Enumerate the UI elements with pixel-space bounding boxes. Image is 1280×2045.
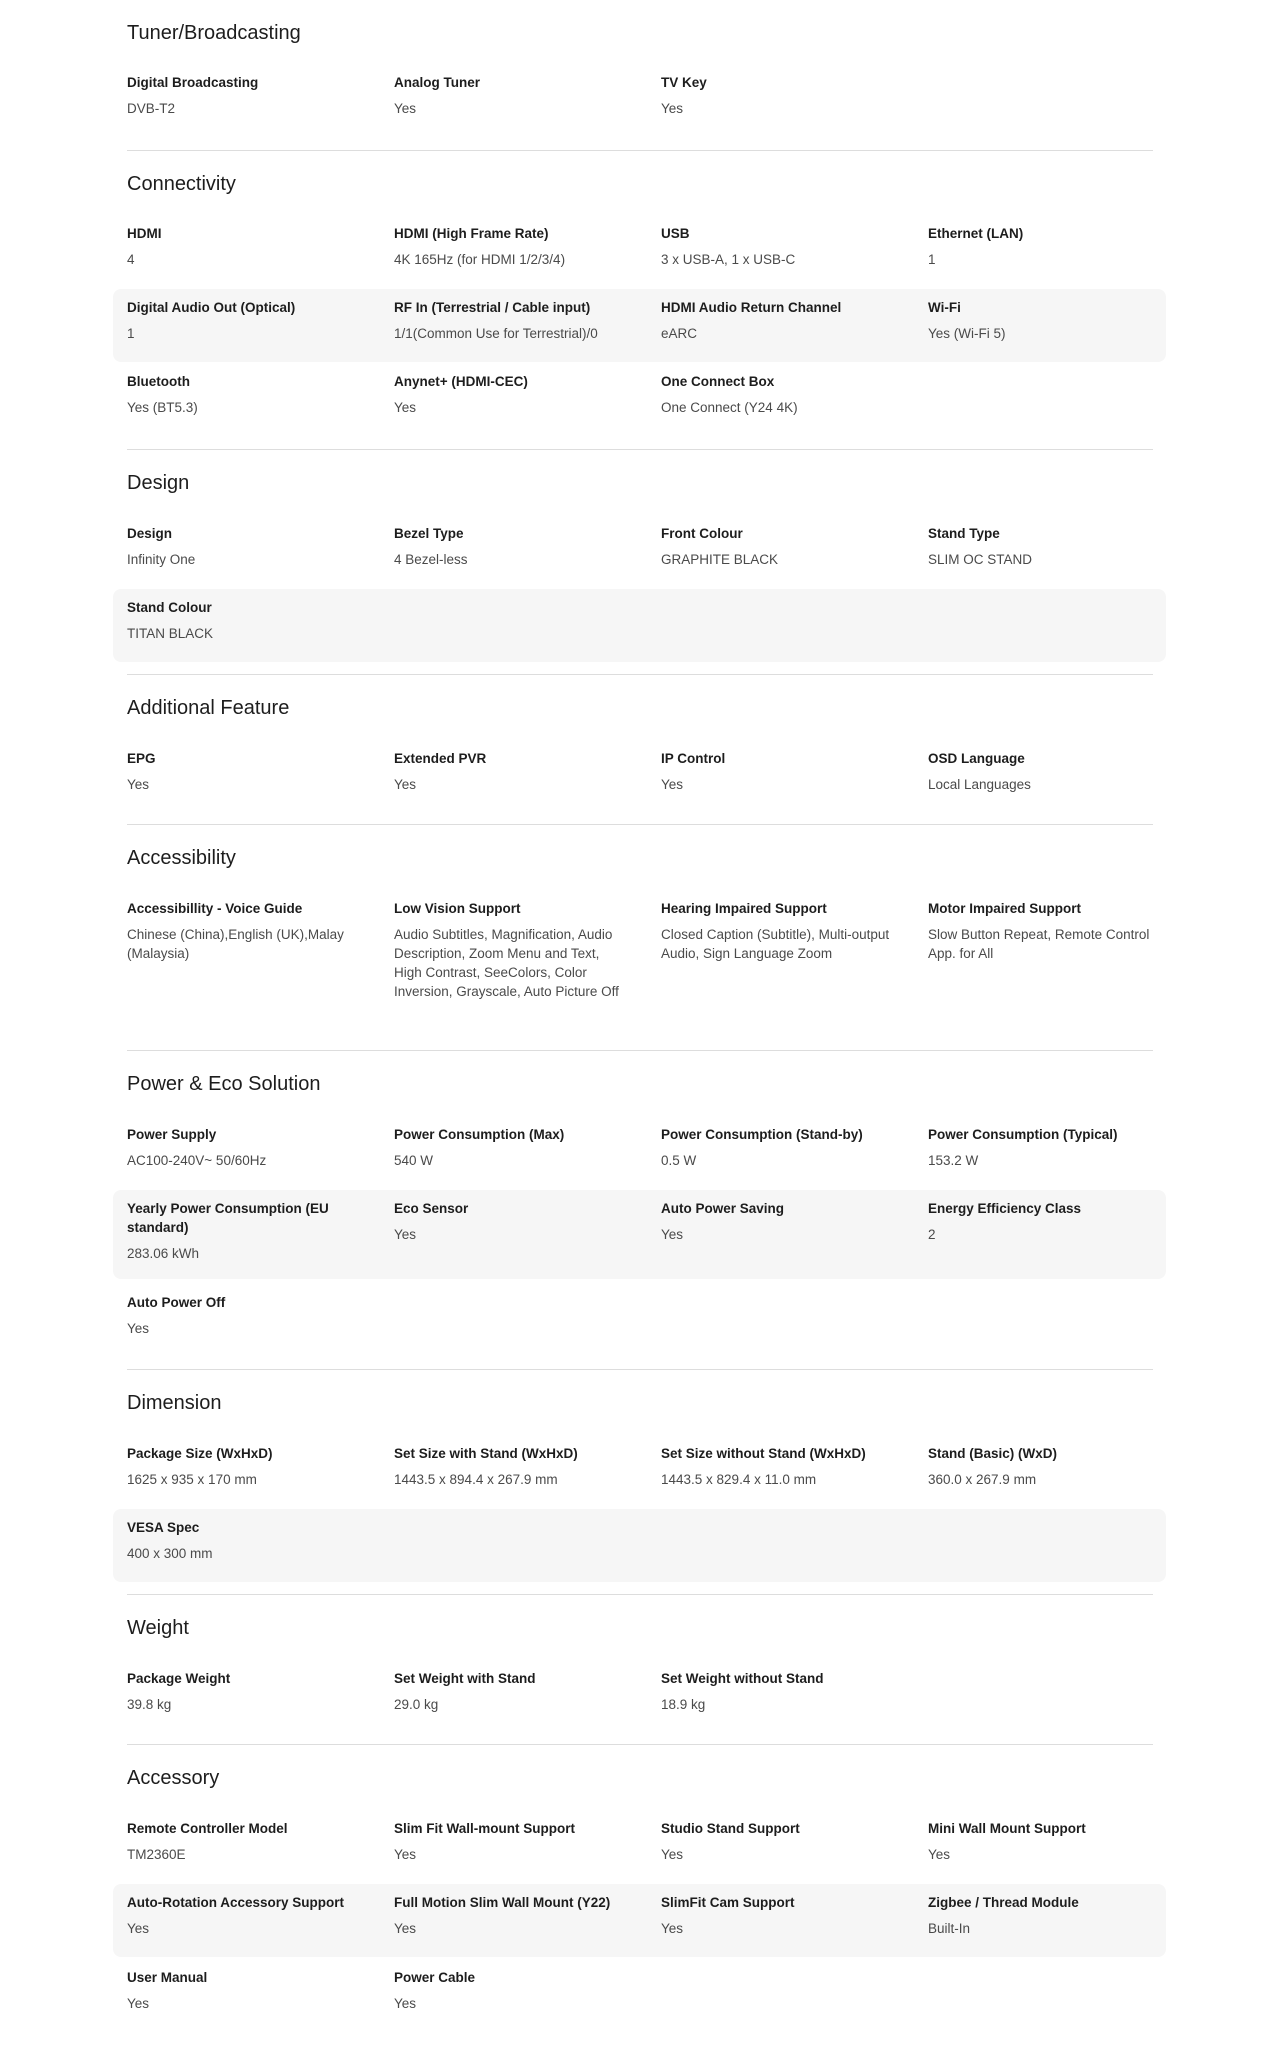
- spec-value: 1443.5 x 894.4 x 267.9 mm: [394, 1472, 558, 1487]
- spec-value: Yes: [661, 1847, 684, 1862]
- spec-label: Slim Fit Wall-mount Support: [394, 1821, 575, 1836]
- spec-label: Studio Stand Support: [661, 1821, 800, 1836]
- spec-value: One Connect (Y24 4K): [661, 400, 798, 415]
- spec-label: Accessibillity - Voice Guide: [127, 901, 303, 916]
- section-title: Additional Feature: [127, 697, 290, 719]
- spec-item-analog-tuner: [394, 73, 624, 118]
- spec-value: Yes: [127, 777, 150, 792]
- spec-label: Design: [127, 526, 173, 541]
- spec-value: TITAN BLACK: [127, 626, 214, 641]
- spec-item-anynet-hdmi-cec: [394, 372, 624, 417]
- spec-item-auto-rotation-accessory-support: [127, 1893, 357, 1938]
- spec-value: 1625 x 935 x 170 mm: [127, 1472, 257, 1487]
- spec-item-stand-basic-wxd: [928, 1444, 1158, 1489]
- spec-label: Hearing Impaired Support: [661, 901, 827, 916]
- spec-value: Audio Subtitles, Magnification, Audio Description, Zoom Menu and Text, High Contrast, SeeColors, Color Inversion, Grayscale, Auto Picture Off: [394, 927, 619, 999]
- spec-label: Yearly Power Consumption (EU standard): [127, 1201, 329, 1235]
- spec-value: Built-In: [928, 1921, 971, 1936]
- spec-label: Set Size with Stand (WxHxD): [394, 1446, 578, 1461]
- section-divider: [127, 1744, 1153, 1745]
- spec-item-wi-fi: [928, 298, 1158, 343]
- spec-value: 2: [928, 1227, 936, 1242]
- spec-label: HDMI Audio Return Channel: [661, 300, 842, 315]
- spec-item-hdmi-audio-return-channel: [661, 298, 891, 343]
- spec-item-zigbee-thread-module: [928, 1893, 1158, 1938]
- spec-label: RF In (Terrestrial / Cable input): [394, 300, 591, 315]
- spec-value: 18.9 kg: [661, 1697, 706, 1712]
- spec-item-accessibillity-voice-guide: [127, 899, 357, 963]
- spec-value: Yes: [661, 1227, 684, 1242]
- spec-item-yearly-power-consumption-eu-standard: [127, 1199, 357, 1263]
- spec-item-one-connect-box: [661, 372, 891, 417]
- spec-item-vesa-spec: [127, 1518, 357, 1563]
- spec-value: Yes: [127, 1996, 150, 2011]
- spec-value: Yes: [394, 101, 417, 116]
- spec-value: 283.06 kWh: [127, 1246, 200, 1261]
- spec-item-hdmi-high-frame-rate: [394, 224, 624, 269]
- spec-label: IP Control: [661, 751, 726, 766]
- section-divider: [127, 674, 1153, 675]
- spec-label: Stand Type: [928, 526, 1000, 541]
- spec-item-stand-type: [928, 524, 1158, 569]
- spec-item-hearing-impaired-support: [661, 899, 891, 963]
- spec-label: HDMI: [127, 226, 162, 241]
- spec-label: Auto Power Off: [127, 1295, 226, 1310]
- spec-value: Yes: [394, 1227, 417, 1242]
- spec-item-set-size-with-stand-wxhxd: [394, 1444, 624, 1489]
- section-title: Tuner/Broadcasting: [127, 22, 301, 44]
- spec-item-power-consumption-typical: [928, 1125, 1158, 1170]
- spec-value: Yes: [127, 1921, 150, 1936]
- spec-label: Zigbee / Thread Module: [928, 1895, 1079, 1910]
- spec-value: Yes: [661, 777, 684, 792]
- spec-item-bluetooth: [127, 372, 357, 417]
- spec-label: Anynet+ (HDMI-CEC): [394, 374, 528, 389]
- spec-label: Package Size (WxHxD): [127, 1446, 273, 1461]
- spec-item-full-motion-slim-wall-mount-y22: [394, 1893, 624, 1938]
- spec-label: Full Motion Slim Wall Mount (Y22): [394, 1895, 611, 1910]
- spec-value: 0.5 W: [661, 1153, 697, 1168]
- spec-item-design: [127, 524, 357, 569]
- section-title: Power & Eco Solution: [127, 1073, 321, 1095]
- spec-item-power-cable: [394, 1968, 624, 2013]
- spec-label: Power Supply: [127, 1127, 217, 1142]
- spec-value: Yes: [661, 1921, 684, 1936]
- spec-value: Yes: [394, 1921, 417, 1936]
- spec-label: Package Weight: [127, 1671, 231, 1686]
- spec-item-stand-colour: [127, 598, 357, 643]
- spec-label: Remote Controller Model: [127, 1821, 288, 1836]
- section-divider: [127, 824, 1153, 825]
- spec-item-power-consumption-stand-by: [661, 1125, 891, 1170]
- spec-item-set-weight-with-stand: [394, 1669, 624, 1714]
- spec-item-studio-stand-support: [661, 1819, 891, 1864]
- spec-value: Yes (BT5.3): [127, 400, 198, 415]
- section-title: Connectivity: [127, 173, 236, 195]
- spec-value: Closed Caption (Subtitle), Multi-output Audio, Sign Language Zoom: [661, 927, 890, 961]
- spec-label: Stand Colour: [127, 600, 212, 615]
- spec-label: Power Consumption (Max): [394, 1127, 565, 1142]
- spec-label: OSD Language: [928, 751, 1025, 766]
- spec-label: Set Weight without Stand: [661, 1671, 824, 1686]
- section-divider: [127, 449, 1153, 450]
- spec-value: Yes: [394, 400, 417, 415]
- spec-item-set-size-without-stand-wxhxd: [661, 1444, 891, 1489]
- spec-value: Chinese (China),English (UK),Malay (Malaysia): [127, 927, 344, 961]
- spec-value: Yes: [661, 101, 684, 116]
- spec-label: Front Colour: [661, 526, 743, 541]
- spec-label: EPG: [127, 751, 156, 766]
- spec-value: DVB-T2: [127, 101, 176, 116]
- spec-value: Local Languages: [928, 777, 1031, 792]
- spec-item-rf-in-terrestrial-cable-input: [394, 298, 624, 343]
- spec-label: One Connect Box: [661, 374, 775, 389]
- spec-value: Infinity One: [127, 552, 196, 567]
- spec-item-digital-broadcasting: [127, 73, 357, 118]
- spec-label: Energy Efficiency Class: [928, 1201, 1082, 1216]
- spec-value: 540 W: [394, 1153, 434, 1168]
- spec-item-osd-language: [928, 749, 1158, 794]
- spec-item-slim-fit-wall-mount-support: [394, 1819, 624, 1864]
- spec-item-mini-wall-mount-support: [928, 1819, 1158, 1864]
- spec-item-tv-key: [661, 73, 891, 118]
- spec-item-eco-sensor: [394, 1199, 624, 1244]
- spec-value: eARC: [661, 326, 698, 341]
- spec-value: Yes: [127, 1321, 150, 1336]
- spec-value: 1: [127, 326, 135, 341]
- spec-item-remote-controller-model: [127, 1819, 357, 1864]
- section-divider: [127, 1050, 1153, 1051]
- spec-item-slimfit-cam-support: [661, 1893, 891, 1938]
- spec-label: Low Vision Support: [394, 901, 521, 916]
- spec-value: Slow Button Repeat, Remote Control App. for All: [928, 927, 1150, 961]
- spec-item-power-consumption-max: [394, 1125, 624, 1170]
- spec-item-hdmi: [127, 224, 357, 269]
- spec-value: Yes: [394, 1996, 417, 2011]
- spec-value: 153.2 W: [928, 1153, 979, 1168]
- spec-label: Set Size without Stand (WxHxD): [661, 1446, 866, 1461]
- spec-item-user-manual: [127, 1968, 357, 2013]
- spec-item-low-vision-support: [394, 899, 624, 1001]
- section-divider: [127, 150, 1153, 151]
- spec-label: Eco Sensor: [394, 1201, 469, 1216]
- spec-label: Digital Audio Out (Optical): [127, 300, 296, 315]
- spec-item-digital-audio-out-optical: [127, 298, 357, 343]
- spec-value: Yes: [394, 1847, 417, 1862]
- spec-item-usb: [661, 224, 891, 269]
- spec-item-energy-efficiency-class: [928, 1199, 1158, 1244]
- section-title: Weight: [127, 1617, 189, 1639]
- spec-label: TV Key: [661, 75, 707, 90]
- spec-value: 4K 165Hz (for HDMI 1/2/3/4): [394, 252, 566, 267]
- spec-label: Bluetooth: [127, 374, 190, 389]
- spec-item-bezel-type: [394, 524, 624, 569]
- spec-label: Power Consumption (Stand-by): [661, 1127, 863, 1142]
- spec-label: Auto Power Saving: [661, 1201, 785, 1216]
- section-divider: [127, 1594, 1153, 1595]
- spec-label: HDMI (High Frame Rate): [394, 226, 549, 241]
- spec-label: Set Weight with Stand: [394, 1671, 536, 1686]
- spec-label: Extended PVR: [394, 751, 487, 766]
- spec-value: 39.8 kg: [127, 1697, 172, 1712]
- section-title: Dimension: [127, 1392, 222, 1414]
- spec-item-front-colour: [661, 524, 891, 569]
- spec-label: Digital Broadcasting: [127, 75, 259, 90]
- section-title: Accessory: [127, 1767, 220, 1789]
- spec-item-extended-pvr: [394, 749, 624, 794]
- spec-label: Wi-Fi: [928, 300, 961, 315]
- spec-label: VESA Spec: [127, 1520, 200, 1535]
- spec-item-package-weight: [127, 1669, 357, 1714]
- spec-value: 3 x USB-A, 1 x USB-C: [661, 252, 796, 267]
- spec-label: SlimFit Cam Support: [661, 1895, 795, 1910]
- spec-label: User Manual: [127, 1970, 208, 1985]
- spec-value: 360.0 x 267.9 mm: [928, 1472, 1037, 1487]
- spec-label: Motor Impaired Support: [928, 901, 1081, 916]
- section-title: Design: [127, 472, 190, 494]
- spec-value: GRAPHITE BLACK: [661, 552, 779, 567]
- spec-value: 1: [928, 252, 936, 267]
- spec-label: USB: [661, 226, 690, 241]
- spec-item-motor-impaired-support: [928, 899, 1158, 963]
- spec-label: Auto-Rotation Accessory Support: [127, 1895, 345, 1910]
- spec-value: Yes: [394, 777, 417, 792]
- spec-value: 1/1(Common Use for Terrestrial)/0: [394, 326, 598, 341]
- spec-item-auto-power-saving: [661, 1199, 891, 1244]
- spec-value: SLIM OC STAND: [928, 552, 1033, 567]
- spec-label: Ethernet (LAN): [928, 226, 1024, 241]
- spec-item-epg: [127, 749, 357, 794]
- spec-value: TM2360E: [127, 1847, 186, 1862]
- spec-value: 1443.5 x 829.4 x 11.0 mm: [661, 1472, 817, 1487]
- section-title: Accessibility: [127, 847, 236, 869]
- spec-item-package-size-wxhxd: [127, 1444, 357, 1489]
- spec-value: 4 Bezel-less: [394, 552, 468, 567]
- spec-item-power-supply: [127, 1125, 357, 1170]
- spec-label: Power Cable: [394, 1970, 476, 1985]
- spec-value: 29.0 kg: [394, 1697, 439, 1712]
- spec-label: Mini Wall Mount Support: [928, 1821, 1086, 1836]
- spec-value: Yes (Wi-Fi 5): [928, 326, 1006, 341]
- spec-label: Power Consumption (Typical): [928, 1127, 1118, 1142]
- spec-label: Analog Tuner: [394, 75, 480, 90]
- spec-label: Stand (Basic) (WxD): [928, 1446, 1058, 1461]
- spec-value: 400 x 300 mm: [127, 1546, 213, 1561]
- spec-label: Bezel Type: [394, 526, 464, 541]
- spec-value: AC100-240V~ 50/60Hz: [127, 1153, 267, 1168]
- spec-value: Yes: [928, 1847, 951, 1862]
- spec-item-ethernet-lan: [928, 224, 1158, 269]
- spec-item-ip-control: [661, 749, 891, 794]
- spec-item-set-weight-without-stand: [661, 1669, 891, 1714]
- spec-value: 4: [127, 252, 135, 267]
- section-divider: [127, 1369, 1153, 1370]
- spec-item-auto-power-off: [127, 1293, 357, 1338]
